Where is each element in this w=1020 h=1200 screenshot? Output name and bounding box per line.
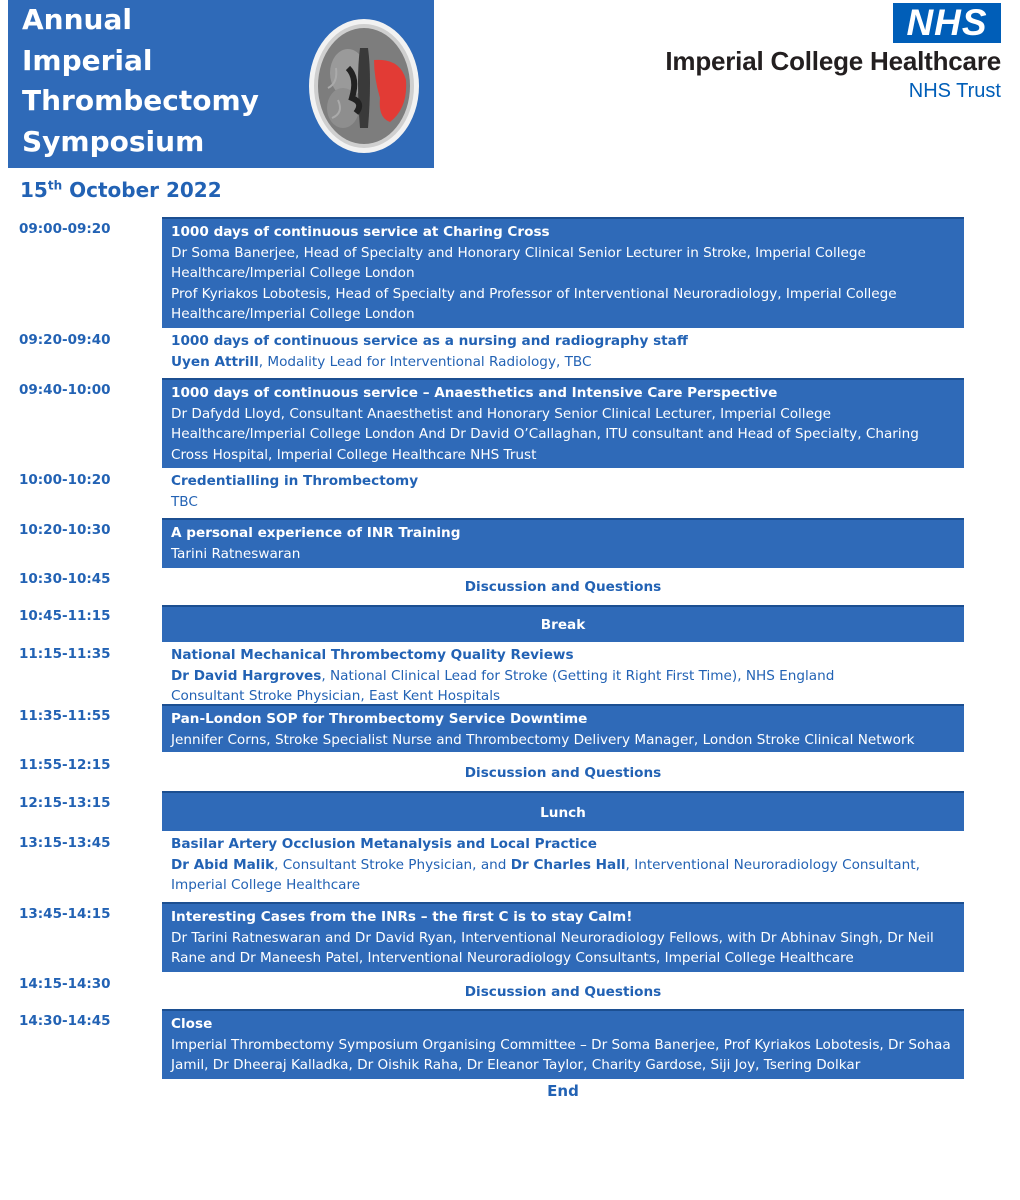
session-speaker: Dr Soma Banerjee, Head of Specialty and Honorary Clinical Senior Lecturer in Stroke, Imperial College (171, 244, 866, 261)
session-speaker (171, 855, 955, 876)
brain-scan-image (308, 18, 420, 154)
session-speaker: Rane and Dr Maneesh Patel, Interventional Neuroradiology Consultants, Imperial College Healthcare (171, 950, 854, 967)
session-speaker: Jamil, Dr Dheeraj Kalladka, Dr Oishik Raha, Dr Eleanor Taylor, Charity Gardose, Siji Joy, Tsering Dolkar (171, 1057, 861, 1074)
session-speaker (171, 666, 955, 687)
speaker-name: Dr Charles Hall (510, 856, 626, 873)
discussion-slot: Discussion and Questions (464, 579, 662, 595)
programme-session (162, 642, 964, 704)
slot-time: 11:55-12:15 (19, 757, 111, 773)
speaker-name: Dr David Hargroves (171, 667, 322, 684)
session-speaker: Dr Tarini Ratneswaran and Dr David Ryan, Interventional Neuroradiology Fellows, with Dr Abhinav Singh, Dr Neil (171, 929, 934, 946)
session-speaker: Consultant Stroke Physician, East Kent Hospitals (171, 688, 501, 705)
session-speaker: Imperial Thrombectomy Symposium Organising Committee – Dr Soma Banerjee, Prof Kyriakos Lobotesis, Dr Sohaa (171, 1036, 951, 1053)
programme-session (162, 831, 964, 901)
discussion-slot: Discussion and Questions (464, 765, 662, 781)
slot-time: 14:30-14:45 (19, 1013, 111, 1029)
slot-time: 11:15-11:35 (19, 646, 111, 662)
session-speaker: Healthcare/Imperial College London (171, 265, 415, 282)
title-line: Imperial (22, 43, 153, 77)
slot-time: 09:40-10:00 (19, 382, 111, 398)
date-day: 15 (20, 178, 48, 202)
programme-session (162, 217, 964, 328)
symposium-banner (8, 0, 434, 168)
end-label: End (547, 1082, 579, 1100)
date-suffix: th (47, 178, 63, 193)
speaker-role: , Interventional Neuroradiology Consultant, (625, 856, 920, 873)
session-speaker: Healthcare/Imperial College London And Dr David O’Callaghan, ITU consultant and Head of Specialty, Charing (171, 426, 919, 443)
event-date (20, 178, 222, 202)
session-speaker: Healthcare/Imperial College London (171, 306, 415, 323)
symposium-title (22, 0, 259, 162)
session-title: Interesting Cases from the INRs – the first C is to stay Calm! (171, 909, 633, 925)
slot-time: 10:00-10:20 (19, 472, 111, 488)
discussion-slot: Discussion and Questions (464, 984, 662, 1000)
slot-time: 11:35-11:55 (19, 708, 111, 724)
session-title: A personal experience of INR Training (171, 525, 461, 541)
session-title: Credentialling in Thrombectomy (171, 473, 419, 489)
slot-time: 10:20-10:30 (19, 522, 111, 538)
slot-time: 09:20-09:40 (19, 332, 111, 348)
session-title: Pan-London SOP for Thrombectomy Service Downtime (171, 711, 588, 727)
session-speaker: Dr Dafydd Lloyd, Consultant Anaesthetist and Honorary Senior Clinical Lecturer, Imperial College (171, 405, 831, 422)
session-speaker: Jennifer Corns, Stroke Specialist Nurse and Thrombectomy Delivery Manager, London Stroke Clinical Network (171, 731, 915, 748)
slot-time: 10:30-10:45 (19, 571, 111, 587)
slot-time: 13:45-14:15 (19, 906, 111, 922)
title-line: Thrombectomy (22, 84, 259, 117)
session-title: National Mechanical Thrombectomy Quality Reviews (171, 647, 574, 663)
programme-session (162, 378, 964, 468)
slot-time: 12:15-13:15 (19, 795, 111, 811)
session-speaker (171, 352, 955, 373)
speaker-name: Uyen Attrill (171, 353, 259, 370)
slot-time: 10:45-11:15 (19, 608, 111, 624)
org-subtitle: NHS Trust (908, 80, 1001, 102)
session-title: 1000 days of continuous service – Anaesthetics and Intensive Care Perspective (171, 385, 778, 401)
session-title: 1000 days of continuous service at Charing Cross (171, 224, 550, 240)
programme-session (162, 518, 964, 568)
lunch-slot: Lunch (162, 791, 964, 833)
slot-time: 13:15-13:45 (19, 835, 111, 851)
speaker-role: , National Clinical Lead for Stroke (Getting it Right First Time), NHS England (321, 667, 835, 684)
session-speaker: Prof Kyriakos Lobotesis, Head of Specialty and Professor of Interventional Neuroradiology, Imperial College (171, 285, 897, 302)
session-speaker: Tarini Ratneswaran (171, 545, 301, 562)
session-speaker: Imperial College Healthcare (171, 877, 361, 894)
speaker-name: Dr Abid Malik (171, 856, 275, 873)
date-rest: October 2022 (62, 178, 222, 202)
title-line: Symposium (22, 124, 205, 158)
break-slot: Break (162, 605, 964, 643)
nhs-logo: NHS (893, 3, 1001, 43)
programme-session (162, 902, 964, 972)
programme-session (162, 328, 964, 376)
org-name: Imperial College Healthcare (665, 46, 1001, 76)
session-speaker: TBC (171, 493, 198, 510)
slot-time: 14:15-14:30 (19, 976, 111, 992)
session-speaker: Cross Hospital, Imperial College Healthcare NHS Trust (171, 446, 537, 463)
session-title: 1000 days of continuous service as a nursing and radiography staff (171, 333, 688, 349)
programme-session (162, 1009, 964, 1079)
slot-time: 09:00-09:20 (19, 221, 111, 237)
speaker-role: , Modality Lead for Interventional Radiology, TBC (258, 353, 592, 370)
programme-session (162, 468, 964, 516)
title-line: Annual (22, 3, 132, 36)
session-title: Basilar Artery Occlusion Metanalysis and Local Practice (171, 836, 597, 852)
session-title: Close (171, 1016, 213, 1032)
speaker-role: , Consultant Stroke Physician, and (274, 856, 511, 873)
programme-session (162, 704, 964, 752)
